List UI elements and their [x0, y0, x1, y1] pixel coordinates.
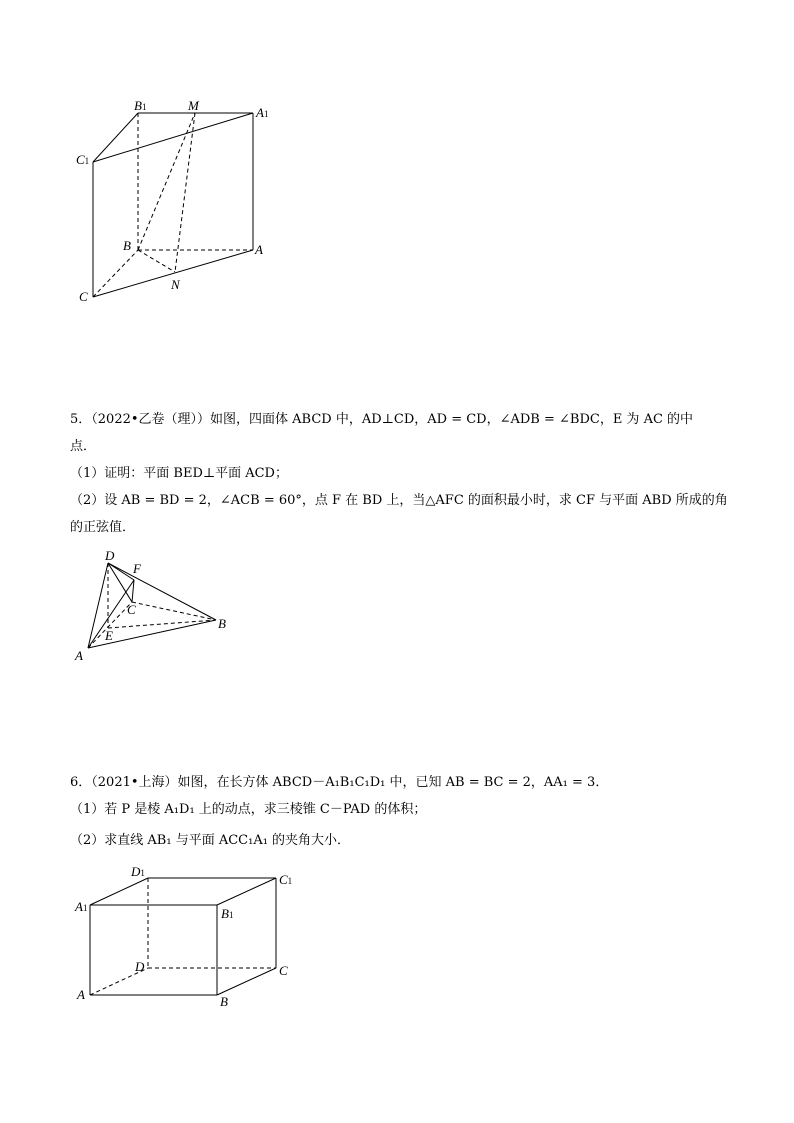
q6-part2: （2）求直线 AB₁ 与平面 ACC₁A₁ 的夹角大小． — [70, 833, 351, 848]
q5-header-cont: 点． — [70, 439, 97, 454]
edge-c-b — [132, 602, 216, 620]
segment-b-m — [138, 113, 195, 250]
edge-b-c — [217, 968, 276, 995]
figure-tetrahedron — [0, 540, 794, 680]
label-a1: A1 — [256, 105, 269, 120]
label-c: C — [79, 289, 88, 304]
label-b1: B1 — [134, 98, 147, 113]
q5-part2: （2）设 AB = BD = 2，∠ACB = 60°，点 F 在 BD 上，当△AFC 的面积最小时，求 CF 与平面 ABD 所成的角 — [70, 493, 728, 508]
q6-header: 6．（2021•上海）如图，在长方体 ABCD－A₁B₁C₁D₁ 中，已知 AB = BC = 2，AA₁ = 3． — [70, 775, 609, 790]
label-e: E — [105, 628, 113, 643]
label-a: A — [255, 242, 263, 257]
label-m: M — [188, 98, 199, 113]
label-c: C — [279, 963, 288, 978]
edge-a1-d1 — [90, 878, 148, 905]
label-b1: B1 — [221, 906, 234, 921]
label-n: N — [171, 277, 180, 292]
label-c: C — [127, 602, 136, 617]
figure-prism — [0, 0, 794, 330]
segment-b-n — [138, 250, 175, 272]
q6-part1: （1）若 P 是棱 A₁D₁ 上的动点，求三棱锥 C－PAD 的体积； — [70, 802, 427, 817]
edge-d-f — [108, 563, 134, 580]
label-d: D — [105, 548, 115, 563]
label-c1: C1 — [76, 152, 90, 167]
label-a: A — [75, 648, 83, 663]
label-c1: C1 — [279, 872, 293, 887]
edge-b1-c1 — [217, 878, 276, 905]
label-b: B — [218, 616, 226, 631]
label-d1: D1 — [131, 864, 145, 879]
label-f: F — [133, 561, 141, 576]
q5-part1: （1）证明：平面 BED⊥平面 ACD； — [70, 466, 288, 481]
edge-d-b — [108, 563, 216, 620]
figure-cuboid — [0, 860, 794, 1020]
q5-part2-cont: 的正弦值． — [70, 520, 136, 535]
label-d: D — [135, 959, 145, 974]
label-b: B — [123, 238, 131, 253]
label-a1: A1 — [75, 899, 88, 914]
label-a: A — [77, 987, 85, 1002]
label-b: B — [220, 994, 228, 1009]
edge-c1-a1 — [93, 113, 253, 162]
q5-header: 5．（2022•乙卷（理））如图，四面体 ABCD 中，AD⊥CD，AD = CD，∠ADB = ∠BDC，E 为 AC 的中 — [70, 412, 694, 427]
